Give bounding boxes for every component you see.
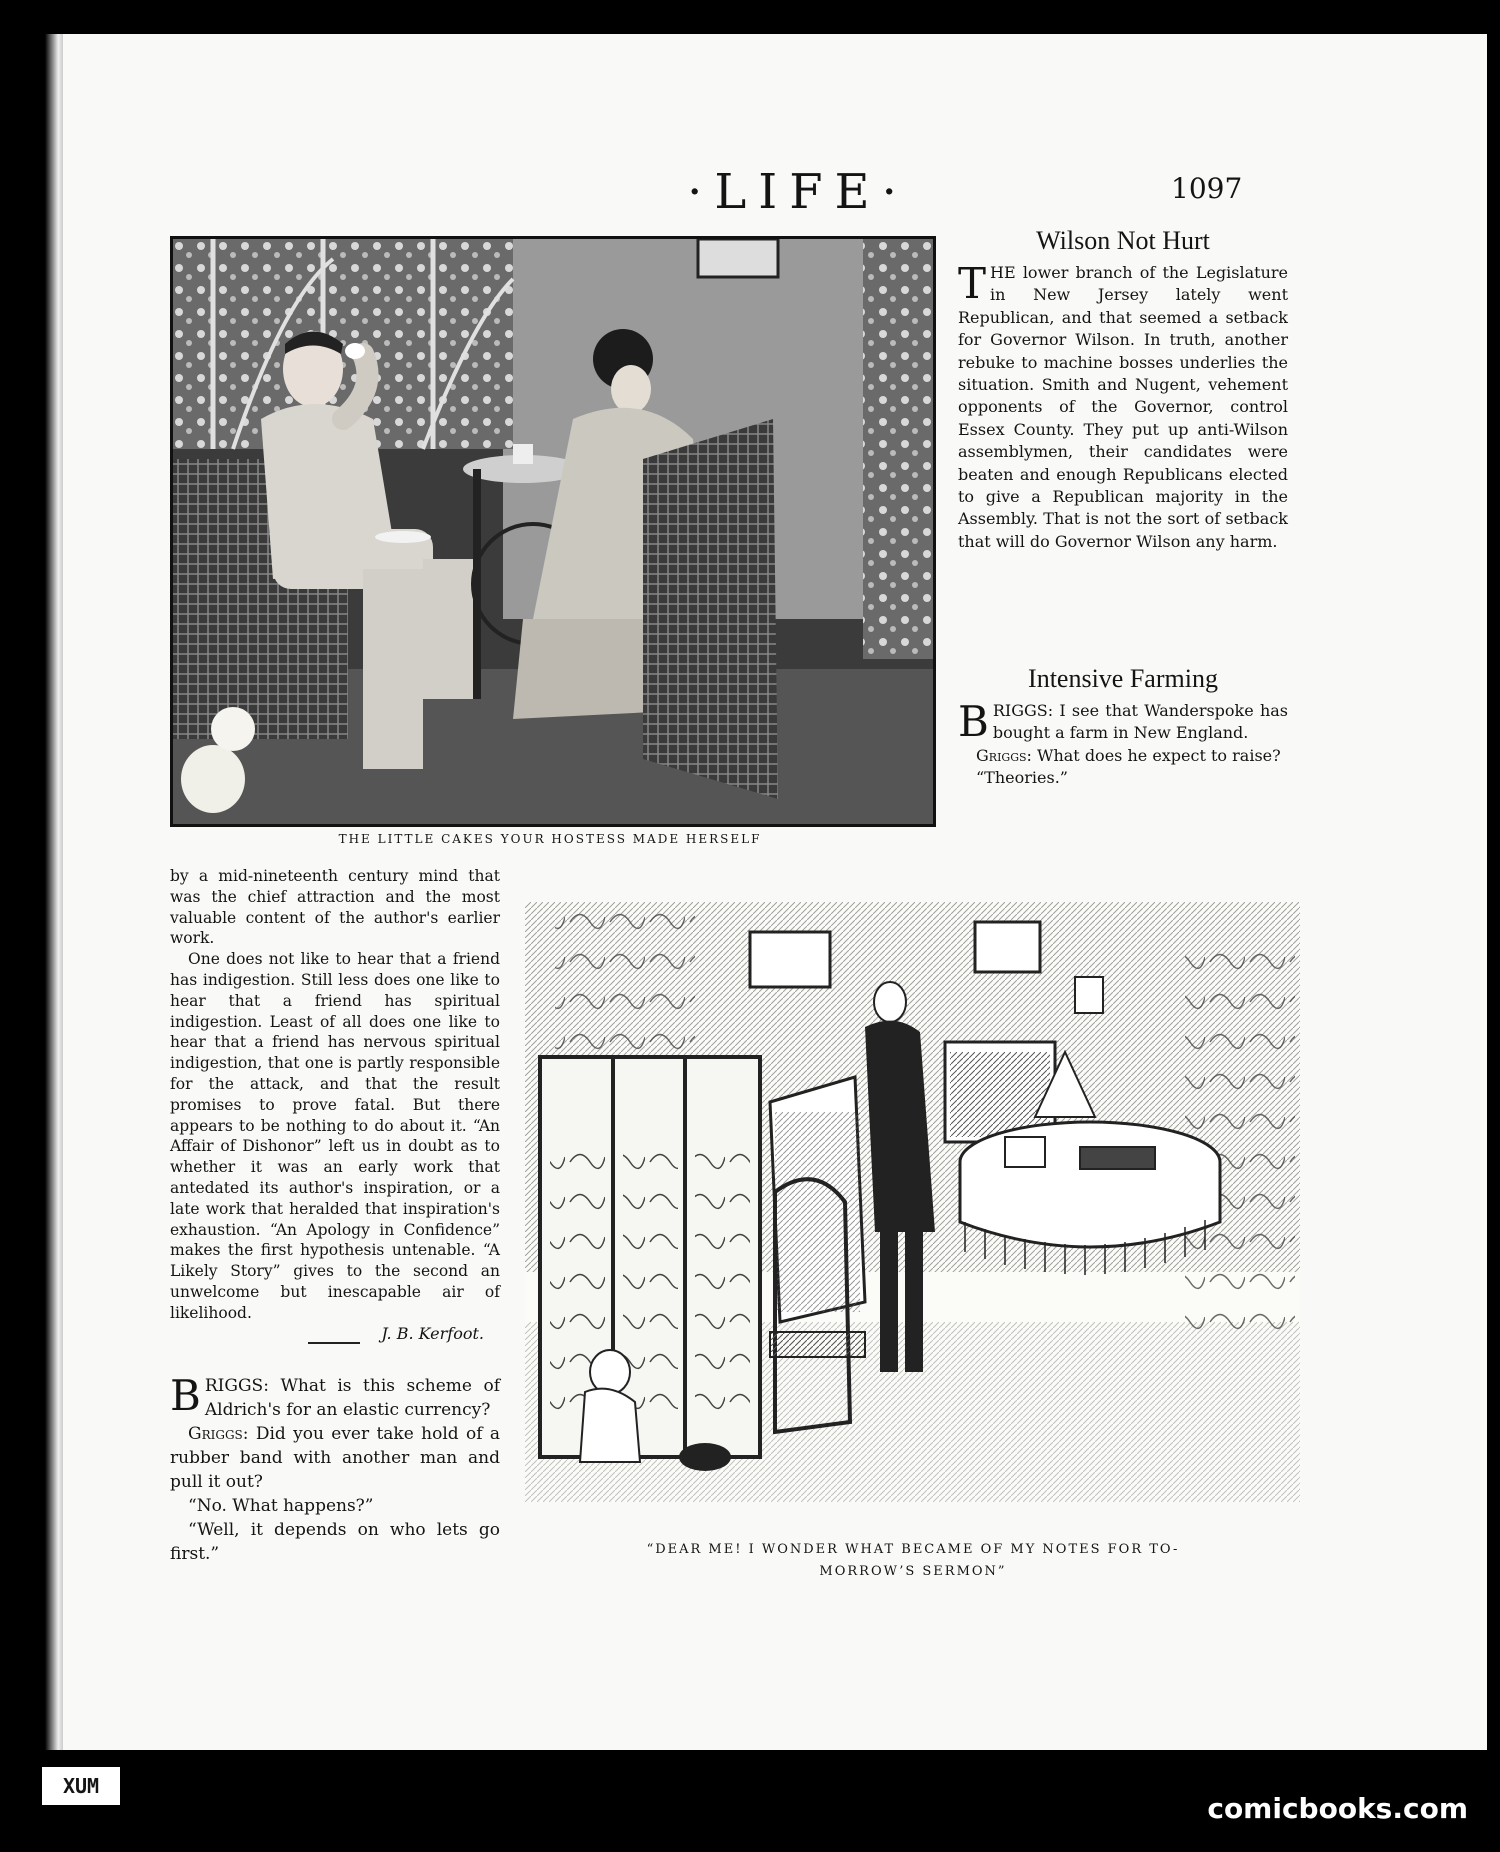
- author-signature: J. B. Kerfoot.: [381, 1323, 484, 1343]
- headline-farming: Intensive Farming: [1028, 664, 1218, 693]
- tea-illustration: [170, 236, 936, 827]
- article-wilson-text: HE lower branch of the Legislature in New Jersey lately went Republican, and that seemed a setback for Governor Wilson. In truth, another rebuke to machine bosses underlies the situation. Smith and Nugent, vehement opponents of the Governor, control Essex County. They put up anti-Wilson assemblymen, their candidates were beaten and enough Republicans elected to give a Republican majority in the Assembly. That is not the sort of setback that will do Governor Wilson any harm.: [958, 263, 1288, 551]
- farming-line-1: RIGGS: I see that Wanderspoke has bought a farm in New England.: [992, 701, 1288, 743]
- sermon-illustration-caption: [583, 1539, 1243, 1583]
- article-wilson-not-hurt: [958, 226, 1288, 553]
- headline-wilson: Wilson Not Hurt: [1036, 226, 1210, 255]
- magazine-page: [60, 34, 1487, 1750]
- page-number: 1097: [1171, 172, 1243, 205]
- sermon-caption-line-2: MORROW’S SERMON”: [819, 1564, 1007, 1579]
- dropcap-b: B: [958, 697, 989, 746]
- article-wilson-body: [958, 259, 1288, 553]
- page-gutter: [3, 34, 63, 1750]
- farming-line-3: “Theories.”: [976, 768, 1068, 788]
- joke-elastic-currency: [170, 1371, 500, 1566]
- farming-line-2-text: : What does he expect to raise?: [1026, 745, 1281, 765]
- section-rule: [308, 1342, 360, 1344]
- dropcap-b-joke: B: [170, 1371, 201, 1420]
- article-farming-body: [958, 697, 1288, 790]
- joke-line-2-text: : Did you ever take hold of a rubber band with another man and pull it out?: [170, 1424, 500, 1492]
- speaker-griggs-joke: Griggs: [188, 1424, 243, 1444]
- dropcap-t: T: [958, 259, 987, 308]
- masthead-title: ·LIFE·: [687, 164, 909, 220]
- tea-scene-drawing: [173, 239, 933, 824]
- joke-line-4: “Well, it depends on who lets go first.”: [170, 1520, 500, 1564]
- sermon-caption-line-1: “DEAR ME! I WONDER WHAT BECAME OF MY NOTES FOR TO-: [646, 1542, 1180, 1557]
- review-paragraph-1: by a mid-nineteenth century mind that was the chief attraction and the most valuable content of the author's earlier work.: [170, 867, 500, 948]
- article-intensive-farming: [958, 664, 1288, 790]
- speaker-griggs: Griggs: [976, 745, 1027, 765]
- sermon-illustration: [525, 902, 1300, 1502]
- farming-line-2: [958, 745, 1288, 767]
- review-paragraph-2: One does not like to hear that a friend has indigestion. Still less does one like to hear that a friend has spiritual indigestion. Least of all does one like to hear that a friend has nervous spiritual indigestion, that one is partly responsible for the attack, and that the result promises to prove fatal. But there appears to be nothing to do about it. “An Affair of Dishonor” left us in doubt as to whether it was an early work that antedated its author's inspiration, or a late work that heralded that inspiration's exhaustion. “An Apology in Confidence” makes the first hypothesis untenable. “A Likely Story” gives to the second an unwelcome but inescapable air of likelihood.: [170, 950, 500, 1322]
- joke-body: [170, 1371, 500, 1566]
- scan-stamp-label: XUM: [40, 1765, 122, 1807]
- review-column: [170, 866, 500, 1343]
- joke-line-1: RIGGS: What is this scheme of Aldrich's for an elastic currency?: [204, 1376, 500, 1420]
- tea-illustration-caption: THE LITTLE CAKES YOUR HOSTESS MADE HERSELF: [338, 832, 762, 846]
- sermon-scene-drawing: [525, 902, 1300, 1502]
- joke-line-3: “No. What happens?”: [188, 1496, 374, 1516]
- site-watermark: comicbooks.com: [1207, 1792, 1468, 1825]
- joke-line-2: [170, 1422, 500, 1494]
